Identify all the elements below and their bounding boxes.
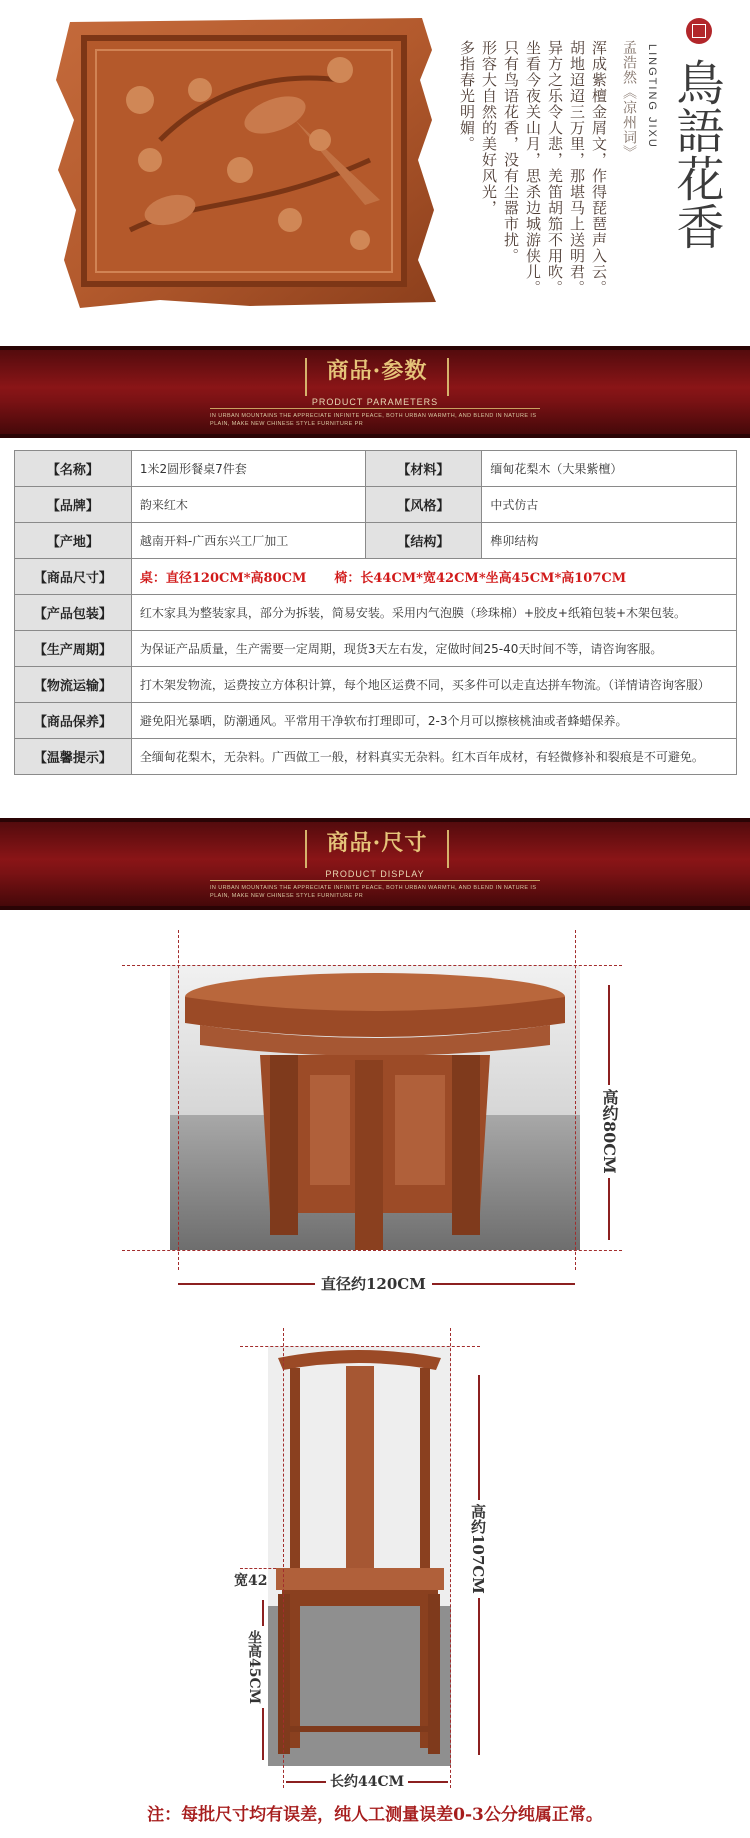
- param-value: 1米2圆形餐桌7件套: [131, 451, 365, 487]
- poem-line: 坐看今夜关山月，思杀边城游侠儿。: [524, 40, 542, 296]
- table-row: [15, 559, 737, 595]
- table-height-label: 高约80CM: [598, 1085, 621, 1178]
- param-label: 【材料】: [365, 451, 482, 487]
- poem-author: 孟浩然《凉州词》: [621, 40, 637, 160]
- table-row: [15, 451, 737, 487]
- param-value: 避免阳光暴晒，防潮通风。平常用干净软布打理即可，2-3个月可以擦核桃油或者蜂蜡保养。: [131, 703, 736, 739]
- dimension-guide: [283, 1328, 284, 1788]
- param-value: 红木家具为整装家具，部分为拆装，简易安装。采用内气泡膜（珍珠棉）+胶皮+纸箱包装+木架包装。: [131, 595, 736, 631]
- poem-line: 形容大自然的美好风光，: [480, 40, 498, 216]
- dimension-guide: [575, 930, 576, 1270]
- chair-photo: [268, 1346, 451, 1766]
- param-label: 【物流运输】: [15, 667, 132, 703]
- table-row: [15, 631, 737, 667]
- brand-pinyin: LINGTING JIXU: [646, 44, 658, 149]
- poem-line: 异方之乐令人悲，羌笛胡笳不用吹。: [546, 40, 564, 296]
- banner-title-box: [305, 830, 449, 868]
- banner-divider: [210, 408, 540, 409]
- param-label: 【商品保养】: [15, 703, 132, 739]
- param-label: 【风格】: [365, 487, 482, 523]
- round-table-photo: [170, 965, 580, 1250]
- brand-block: [646, 18, 724, 278]
- chair-height-label: 高约107CM: [468, 1500, 489, 1598]
- banner-divider: [210, 880, 540, 881]
- dimension-guide: [178, 930, 179, 1270]
- banner-fine-text: IN URBAN MOUNTAINS THE APPRECIATE INFINITE PEACE, BOTH URBAN WARMTH, AND BLEND IN NATURE IS: [210, 885, 537, 891]
- banner-subtitle: PRODUCT PARAMETERS: [311, 397, 439, 407]
- banner-subtitle: PRODUCT DISPLAY: [325, 869, 425, 879]
- table-row: [15, 703, 737, 739]
- table-row: [15, 523, 737, 559]
- table-row: [15, 487, 737, 523]
- banner-title: 商品·参数: [326, 358, 428, 384]
- banner-fine-text: PLAIN, MAKE NEW CHINESE STYLE FURNITURE PR: [210, 893, 364, 899]
- dimension-guide: [240, 1568, 276, 1569]
- banner-fine-text: IN URBAN MOUNTAINS THE APPRECIATE INFINITE PEACE, BOTH URBAN WARMTH, AND BLEND IN NATURE IS: [210, 413, 537, 419]
- banner-fine-text: PLAIN, MAKE NEW CHINESE STYLE FURNITURE PR: [210, 421, 364, 427]
- param-label: 【商品尺寸】: [15, 559, 132, 595]
- param-value: 为保证产品质量，生产需要一定周期，现货3天左右发，定做时间25-40天时间不等，请咨询客服。: [131, 631, 736, 667]
- dimension-guide: [122, 1250, 622, 1251]
- size-table-text: 桌：直径120CM*高80CM: [139, 571, 307, 586]
- param-label: 【结构】: [365, 523, 482, 559]
- size-chair-text: 椅：长44CM*宽42CM*坐高45CM*高107CM: [334, 571, 627, 586]
- chair-seat-height-label: 坐高45CM: [244, 1626, 264, 1708]
- table-row: [15, 595, 737, 631]
- param-value: 榫卯结构: [482, 523, 737, 559]
- chair-length-label: 长约44CM: [326, 1771, 408, 1791]
- param-value: 韵来红木: [131, 487, 365, 523]
- param-value: 打木架发物流，运费按立方体积计算，每个地区运费不同，买多件可以走直达拼车物流。（详情请咨询客服）: [131, 667, 736, 703]
- poem-text: [456, 40, 640, 300]
- poem-line: 胡地迢迢三万里，那堪马上送明君。: [568, 40, 586, 296]
- dimension-guide: [240, 1346, 480, 1347]
- param-label: 【产品包装】: [15, 595, 132, 631]
- wood-carving-image: [40, 10, 440, 310]
- banner-title-box: [305, 358, 449, 396]
- param-value: 越南开料-广西东兴工厂加工: [131, 523, 365, 559]
- param-label: 【品牌】: [15, 487, 132, 523]
- param-label: 【产地】: [15, 523, 132, 559]
- poem-line: 浑成紫檀金屑文，作得琵琶声入云。: [590, 40, 608, 296]
- param-value: 中式仿古: [482, 487, 737, 523]
- table-row: [15, 739, 737, 775]
- banner-title: 商品·尺寸: [326, 830, 428, 856]
- param-value: 缅甸花梨木（大果紫檀）: [482, 451, 737, 487]
- poem-line: 只有鸟语花香，没有尘嚣市扰。: [502, 40, 520, 264]
- poem-line: 多指春光明媚。: [458, 40, 476, 152]
- dimension-guide: [450, 1328, 451, 1788]
- measurement-note: 注：每批尺寸均有误差，纯人工测量误差0-3公分纯属正常。: [147, 1805, 603, 1825]
- param-value-size: [131, 559, 736, 595]
- param-value: 全缅甸花梨木，无杂料。广西做工一般，材料真实无杂料。红木百年成材，有轻微修补和裂痕是不可避免。: [131, 739, 736, 775]
- parameters-banner: [0, 346, 750, 438]
- hero-section: [0, 0, 750, 340]
- brand-seal-icon: [686, 18, 712, 44]
- table-diameter-label: 直径约120CM: [315, 1273, 432, 1294]
- param-label: 【温馨提示】: [15, 739, 132, 775]
- brand-name: 鳥語花香: [668, 58, 724, 250]
- chair-width-label: 宽42: [234, 1573, 268, 1589]
- dimension-guide: [122, 965, 622, 966]
- param-label: 【名称】: [15, 451, 132, 487]
- param-label: 【生产周期】: [15, 631, 132, 667]
- display-banner: [0, 818, 750, 910]
- table-row: [15, 667, 737, 703]
- parameters-table: [14, 450, 737, 775]
